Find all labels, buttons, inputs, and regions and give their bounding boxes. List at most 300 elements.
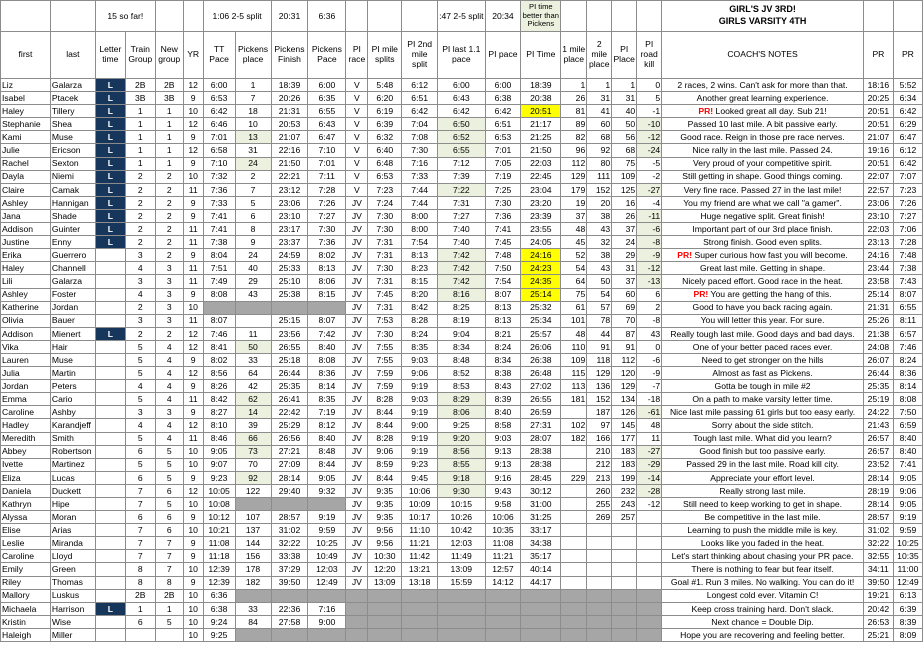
cell-pi-last-1-1-pace: 8:53: [438, 380, 485, 393]
cell-pickens-pace: 8:02: [308, 249, 346, 262]
cell-pickens-pace: 7:19: [308, 406, 346, 419]
cell-pi-pace: 9:13: [485, 445, 521, 458]
cell-2-mile-place: 187: [587, 406, 612, 419]
cell-pickens-place: 10: [235, 118, 271, 131]
cell-pi-pace: 7:05: [485, 157, 521, 170]
cell-pi-time: [521, 615, 561, 628]
cell-first: Claire: [1, 183, 51, 196]
cell-pi-2nd-mile-split: 7:04: [402, 118, 438, 131]
cell-pi-road-kill: -27: [637, 445, 662, 458]
cell-pi-last-1-1-pace: 7:39: [438, 170, 485, 183]
cell-pickens-place: 50: [235, 340, 271, 353]
cell-pi-road-kill: 0: [637, 79, 662, 92]
cell-pi-2nd-mile-split: [402, 602, 438, 615]
cell-train-group: 2: [125, 236, 155, 249]
cell-pickens-pace: 8:40: [308, 340, 346, 353]
cell-train-group: 2: [125, 301, 155, 314]
cell-pickens-pace: 9:59: [308, 524, 346, 537]
cell-last: Galarza: [50, 275, 95, 288]
cell-first: Alyssa: [1, 511, 51, 524]
cell-pickens-place: [235, 628, 271, 641]
cell-pi-place: 125: [612, 183, 637, 196]
table-row: [1, 628, 923, 641]
cell-first: Eliza: [1, 471, 51, 484]
cell-pi-road-kill: -18: [637, 393, 662, 406]
cell-pi-race: JV: [346, 406, 368, 419]
cell-last: Sexton: [50, 157, 95, 170]
cell-pi-last-1-1-pace: 7:42: [438, 262, 485, 275]
cell-pi-road-kill: [637, 537, 662, 550]
cell-pi-place: 199: [612, 471, 637, 484]
cell-pi-2nd-mile-split: 7:33: [402, 170, 438, 183]
cell-new-group: 1: [155, 131, 183, 144]
cell-new-group: 2: [155, 209, 183, 222]
cell-coach-s-notes: Good finish but too passive early.: [662, 445, 864, 458]
cell-2-mile-place: 41: [587, 105, 612, 118]
table-row: [1, 301, 923, 314]
cell-1-mile-place: [561, 576, 587, 589]
cell-first: Julia: [1, 367, 51, 380]
cell-pi-mile-splits: 12:20: [368, 563, 402, 576]
cell-pickens-place: 40: [235, 262, 271, 275]
cell-tt-pace: [203, 301, 235, 314]
cell-new-group: 5: [155, 458, 183, 471]
cell-pi-mile-splits: [368, 628, 402, 641]
cell-first: Michaela: [1, 602, 51, 615]
cell-coach-s-notes: Be competitive in the last mile.: [662, 511, 864, 524]
cell-yr: 11: [183, 314, 203, 327]
cell-new-group: 6: [155, 511, 183, 524]
cell-letter-time: L: [95, 236, 125, 249]
cell-yr: 10: [183, 105, 203, 118]
cell-new-group: 2: [155, 236, 183, 249]
cell-train-group: 3: [125, 314, 155, 327]
cell-pickens-pace: 12:49: [308, 576, 346, 589]
cell-pi-race: V: [346, 79, 368, 92]
cell-pi-race: V: [346, 105, 368, 118]
cell-pi-time: 31:25: [521, 511, 561, 524]
cell-coach-s-notes: On a path to make varsity letter time.: [662, 393, 864, 406]
cell-pi-pace: 6:38: [485, 92, 521, 105]
cell-last: Galarza: [50, 79, 95, 92]
table-row: [1, 563, 923, 576]
cell-1-mile-place: 96: [561, 144, 587, 157]
cell-letter-time: [95, 537, 125, 550]
cell-pickens-finish: 23:10: [271, 209, 308, 222]
cell-first: Erika: [1, 249, 51, 262]
cell-pi-place: 1: [612, 79, 637, 92]
cell-coach-s-notes: Looks like you faded in the heat.: [662, 537, 864, 550]
cell-letter-time: [95, 471, 125, 484]
pr-badge: PR!: [698, 105, 714, 116]
cell-coach-s-notes: Good race. Reign in those pre race nerves.: [662, 131, 864, 144]
cell-first: Leslie: [1, 537, 51, 550]
cell-pi-last-1-1-pace: 13:09: [438, 563, 485, 576]
cell-yr: 9: [183, 406, 203, 419]
cell-pi-2nd-mile-split: 10:17: [402, 511, 438, 524]
cell-pr: 7:38: [893, 262, 922, 275]
cell-pr: 10:35: [893, 550, 922, 563]
cell-letter-time: [95, 380, 125, 393]
cell-pi-road-kill: [637, 524, 662, 537]
cell-pickens-finish: 21:07: [271, 131, 308, 144]
cell-pi-mile-splits: 8:28: [368, 393, 402, 406]
cell-coach-s-notes: Next chance = Double Dip.: [662, 615, 864, 628]
column-header: PI road kill: [637, 32, 662, 79]
cell-pi-pace: 8:39: [485, 393, 521, 406]
cell-pi-2nd-mile-split: 9:06: [402, 367, 438, 380]
cell-pickens-place: 8: [235, 223, 271, 236]
cell-new-group: [155, 628, 183, 641]
cell-pi-pace: 7:36: [485, 209, 521, 222]
cell-2-mile-place: 1: [587, 79, 612, 92]
cell-coach-s-notes: You my friend are what we call "a gamer".: [662, 196, 864, 209]
cell-yr: 10: [183, 615, 203, 628]
cell-train-group: 8: [125, 576, 155, 589]
cell-2-mile-place: 118: [587, 353, 612, 366]
cell-last: Thomas: [50, 576, 95, 589]
cell-pi-road-kill: -10: [637, 118, 662, 131]
cell-pr: 26:53: [863, 615, 893, 628]
cell-pi-place: 257: [612, 511, 637, 524]
cell-pi-place: 26: [612, 209, 637, 222]
cell-pi-2nd-mile-split: 7:08: [402, 131, 438, 144]
cell-pi-2nd-mile-split: 11:42: [402, 550, 438, 563]
cell-2-mile-place: 38: [587, 209, 612, 222]
cell-last: Wise: [50, 615, 95, 628]
cell-pi-pace: 8:07: [485, 288, 521, 301]
cell-yr: 9: [183, 196, 203, 209]
cell-pi-pace: [485, 615, 521, 628]
cell-2-mile-place: [587, 524, 612, 537]
cell-2-mile-place: 166: [587, 432, 612, 445]
cell-pr: 28:14: [863, 498, 893, 511]
table-row: [1, 92, 923, 105]
cell-new-group: 1: [155, 118, 183, 131]
cell-pi-2nd-mile-split: 8:13: [402, 249, 438, 262]
cell-pi-last-1-1-pace: [438, 628, 485, 641]
cell-tt-pace: 7:01: [203, 131, 235, 144]
cell-tt-pace: 9:24: [203, 615, 235, 628]
cell-pi-road-kill: -8: [637, 236, 662, 249]
cell-pr: 7:06: [893, 223, 922, 236]
cell-new-group: 2B: [155, 79, 183, 92]
cell-pi-pace: 8:43: [485, 380, 521, 393]
cell-pi-place: 70: [612, 314, 637, 327]
cell-pi-race: JV: [346, 288, 368, 301]
cell-pickens-pace: 7:16: [308, 602, 346, 615]
cell-pi-place: 129: [612, 380, 637, 393]
cell-pi-2nd-mile-split: 9:23: [402, 458, 438, 471]
cell-1-mile-place: [561, 550, 587, 563]
cell-2-mile-place: 38: [587, 249, 612, 262]
table-row: [1, 236, 923, 249]
cell-letter-time: L: [95, 92, 125, 105]
cell-pi-2nd-mile-split: 8:42: [402, 301, 438, 314]
table-row: [1, 589, 923, 602]
cell-pickens-pace: 8:44: [308, 458, 346, 471]
cell-pr: 28:57: [863, 511, 893, 524]
cell-pi-race: JV: [346, 537, 368, 550]
cell-tt-pace: 7:38: [203, 236, 235, 249]
cell-new-group: 3: [155, 406, 183, 419]
cell-new-group: 4: [155, 380, 183, 393]
cell-last: Hipe: [50, 498, 95, 511]
cell-pr: 9:06: [893, 484, 922, 497]
cell-coach-s-notes: Passed 29 in the last mile. Road kill city.: [662, 458, 864, 471]
cell-pi-last-1-1-pace: 12:03: [438, 537, 485, 550]
cell-pr: 6:39: [893, 602, 922, 615]
cell-last: Enny: [50, 236, 95, 249]
cell-pickens-pace: 6:35: [308, 92, 346, 105]
cell-coach-s-notes: There is nothing to fear but fear itself.: [662, 563, 864, 576]
cell-pickens-pace: 8:15: [308, 288, 346, 301]
cell-pi-2nd-mile-split: 8:20: [402, 288, 438, 301]
cell-yr: 9: [183, 380, 203, 393]
cell-pi-pace: 14:12: [485, 576, 521, 589]
cell-last: Martin: [50, 367, 95, 380]
column-header: 1 mile place: [561, 32, 587, 79]
cell-2-mile-place: 213: [587, 471, 612, 484]
cell-pi-2nd-mile-split: 7:16: [402, 157, 438, 170]
cell-pickens-finish: 29:40: [271, 484, 308, 497]
cell-pickens-finish: 20:26: [271, 92, 308, 105]
cell-pi-road-kill: -1: [637, 105, 662, 118]
cell-pi-road-kill: -28: [637, 484, 662, 497]
cell-pi-place: [612, 576, 637, 589]
cell-pi-last-1-1-pace: 15:59: [438, 576, 485, 589]
cell-pickens-pace: 7:36: [308, 236, 346, 249]
cell-letter-time: [95, 249, 125, 262]
cell-pickens-place: 122: [235, 484, 271, 497]
table-row: [1, 327, 923, 340]
cell-pickens-pace: [308, 589, 346, 602]
cell-1-mile-place: [561, 524, 587, 537]
cell-pickens-finish: 21:31: [271, 105, 308, 118]
cell-pi-race: [346, 602, 368, 615]
cell-train-group: 1: [125, 105, 155, 118]
cell-new-group: 3: [155, 314, 183, 327]
cell-coach-s-notes: Great last mile. Getting in shape.: [662, 262, 864, 275]
cell-pi-2nd-mile-split: [402, 615, 438, 628]
cell-new-group: 7: [155, 550, 183, 563]
cell-pi-mile-splits: 9:06: [368, 445, 402, 458]
cell-pi-road-kill: -14: [637, 471, 662, 484]
cell-pi-race: JV: [346, 353, 368, 366]
cell-pickens-pace: 7:11: [308, 170, 346, 183]
cell-last: Ptacek: [50, 92, 95, 105]
cell-1-mile-place: 229: [561, 471, 587, 484]
cell-coach-s-notes: Gotta be tough in mile #2: [662, 380, 864, 393]
cell-pr: 8:36: [893, 367, 922, 380]
cell-new-group: 4: [155, 432, 183, 445]
cell-first: Katherine: [1, 301, 51, 314]
cell-2-mile-place: 32: [587, 236, 612, 249]
cell-pickens-pace: 12:03: [308, 563, 346, 576]
cell-tt-pace: 7:32: [203, 170, 235, 183]
cell-yr: 12: [183, 144, 203, 157]
cell-pi-mile-splits: 10:30: [368, 550, 402, 563]
cell-pi-place: 91: [612, 340, 637, 353]
cell-pr: 26:07: [863, 353, 893, 366]
cell-coach-s-notes: Huge negative split. Great finish!: [662, 209, 864, 222]
cell-pi-pace: 9:13: [485, 458, 521, 471]
cell-yr: 9: [183, 537, 203, 550]
cell-pi-time: 26:48: [521, 367, 561, 380]
cell-pi-road-kill: -24: [637, 144, 662, 157]
cell-last: Lucas: [50, 471, 95, 484]
cell-last: Channell: [50, 262, 95, 275]
cell-pi-last-1-1-pace: 9:30: [438, 484, 485, 497]
cell-pr: 26:44: [863, 367, 893, 380]
cell-pi-mile-splits: 6:40: [368, 144, 402, 157]
cell-tt-pace: 12:39: [203, 563, 235, 576]
cell-pickens-place: 2: [235, 170, 271, 183]
cell-pickens-place: 156: [235, 550, 271, 563]
column-header: 2 mile place: [587, 32, 612, 79]
cell-pi-last-1-1-pace: [438, 615, 485, 628]
cell-pickens-finish: [271, 301, 308, 314]
coach-note: You are getting the hang of this.: [710, 289, 832, 300]
cell-new-group: 6: [155, 484, 183, 497]
cell-train-group: 6: [125, 511, 155, 524]
cell-new-group: 1: [155, 602, 183, 615]
cell-letter-time: L: [95, 105, 125, 118]
cell-pi-2nd-mile-split: 8:15: [402, 275, 438, 288]
column-header: COACH'S NOTES: [662, 32, 864, 79]
cell-coach-s-notes: Very proud of your competitive spirit.: [662, 157, 864, 170]
cell-pi-place: 120: [612, 367, 637, 380]
cell-pickens-pace: 8:12: [308, 419, 346, 432]
cell-pr: 19:16: [863, 144, 893, 157]
cell-pickens-finish: 37:29: [271, 563, 308, 576]
cell-pi-last-1-1-pace: 6:42: [438, 105, 485, 118]
cell-pickens-pace: 6:47: [308, 131, 346, 144]
cell-pickens-pace: 9:00: [308, 615, 346, 628]
cell-2-mile-place: [587, 550, 612, 563]
cell-pi-road-kill: -6: [637, 353, 662, 366]
cell-yr: 10: [183, 628, 203, 641]
cell-new-group: 1: [155, 157, 183, 170]
table-row: [1, 615, 923, 628]
cell-tt-pace: 8:46: [203, 432, 235, 445]
cell-train-group: 1: [125, 157, 155, 170]
cell-1-mile-place: 179: [561, 183, 587, 196]
table-row: [1, 602, 923, 615]
table-row: [1, 105, 923, 118]
cell-last: Harrison: [50, 602, 95, 615]
cell-pi-time: 24:35: [521, 275, 561, 288]
cell-2-mile-place: 43: [587, 223, 612, 236]
cell-pickens-finish: 28:14: [271, 471, 308, 484]
cell-tt-pace: 7:51: [203, 262, 235, 275]
cell-train-group: 5: [125, 340, 155, 353]
cell-train-group: 2: [125, 327, 155, 340]
cell-pi-2nd-mile-split: 7:54: [402, 236, 438, 249]
cell-pi-pace: 8:58: [485, 419, 521, 432]
cell-pr: 23:52: [863, 458, 893, 471]
cell-first: Kathryn: [1, 498, 51, 511]
cell-train-group: 3B: [125, 92, 155, 105]
cell-pi-2nd-mile-split: 6:42: [402, 105, 438, 118]
cell-2-mile-place: 78: [587, 314, 612, 327]
cell-pr: 7:26: [893, 196, 922, 209]
cell-pr: 6:29: [893, 118, 922, 131]
cell-train-group: 6: [125, 615, 155, 628]
cell-train-group: 4: [125, 380, 155, 393]
cell-letter-time: L: [95, 196, 125, 209]
cell-first: Abbey: [1, 445, 51, 458]
cell-tt-pace: 11:18: [203, 550, 235, 563]
cell-pickens-place: 73: [235, 445, 271, 458]
cell-pi-road-kill: [637, 602, 662, 615]
cell-pi-2nd-mile-split: 9:19: [402, 380, 438, 393]
cell-pr: 28:14: [863, 471, 893, 484]
cell-train-group: 2: [125, 196, 155, 209]
cell-pi-time: 23:55: [521, 223, 561, 236]
cell-pi-place: 60: [612, 288, 637, 301]
cell-pi-last-1-1-pace: 7:40: [438, 223, 485, 236]
cell-pi-place: [612, 615, 637, 628]
cell-pi-last-1-1-pace: 8:06: [438, 406, 485, 419]
cell-pr: 6:13: [893, 589, 922, 602]
cell-pi-2nd-mile-split: 9:03: [402, 393, 438, 406]
cell-last: Lloyd: [50, 550, 95, 563]
cell-new-group: 2: [155, 183, 183, 196]
cell-pi-race: JV: [346, 236, 368, 249]
cell-pickens-place: 62: [235, 393, 271, 406]
cell-pr: 9:05: [893, 471, 922, 484]
cell-pi-last-1-1-pace: 8:56: [438, 445, 485, 458]
tt-split-note: 1:06 2-5 split: [203, 1, 271, 32]
cell-pi-race: [346, 628, 368, 641]
cell-coach-s-notes: Passed 10 last mile. A bit passive early.: [662, 118, 864, 131]
cell-pi-time: 34:38: [521, 537, 561, 550]
cell-tt-pace: 7:36: [203, 183, 235, 196]
cell-train-group: 2: [125, 183, 155, 196]
cell-pi-mile-splits: 9:35: [368, 511, 402, 524]
cell-2-mile-place: 260: [587, 484, 612, 497]
cell-pi-place: 75: [612, 157, 637, 170]
cell-pi-race: JV: [346, 550, 368, 563]
cell-pickens-pace: 8:40: [308, 432, 346, 445]
cell-pi-race: JV: [346, 471, 368, 484]
cell-pickens-place: 5: [235, 196, 271, 209]
cell-pi-last-1-1-pace: 9:04: [438, 327, 485, 340]
cell-first: Hadley: [1, 419, 51, 432]
cell-first: Lauren: [1, 353, 51, 366]
cell-last: Martinez: [50, 458, 95, 471]
cell-pickens-place: 64: [235, 367, 271, 380]
cell-pi-time: 28:38: [521, 458, 561, 471]
cell-pi-time: 20:38: [521, 92, 561, 105]
cell-1-mile-place: [561, 628, 587, 641]
cell-pr: 6:12: [893, 144, 922, 157]
cell-coach-s-notes: Really strong last mile.: [662, 484, 864, 497]
cell-train-group: 7: [125, 524, 155, 537]
cell-letter-time: [95, 314, 125, 327]
column-header: Train Group: [125, 32, 155, 79]
cell-pr: 23:06: [863, 196, 893, 209]
cell-pi-race: JV: [346, 314, 368, 327]
cell-last: Robertson: [50, 445, 95, 458]
cell-pi-place: 37: [612, 223, 637, 236]
cell-pi-race: V: [346, 183, 368, 196]
cell-pi-time: 25:32: [521, 301, 561, 314]
column-header: Pickens place: [235, 32, 271, 79]
column-header: PI mile splits: [368, 32, 402, 79]
cell-pi-road-kill: -7: [637, 380, 662, 393]
